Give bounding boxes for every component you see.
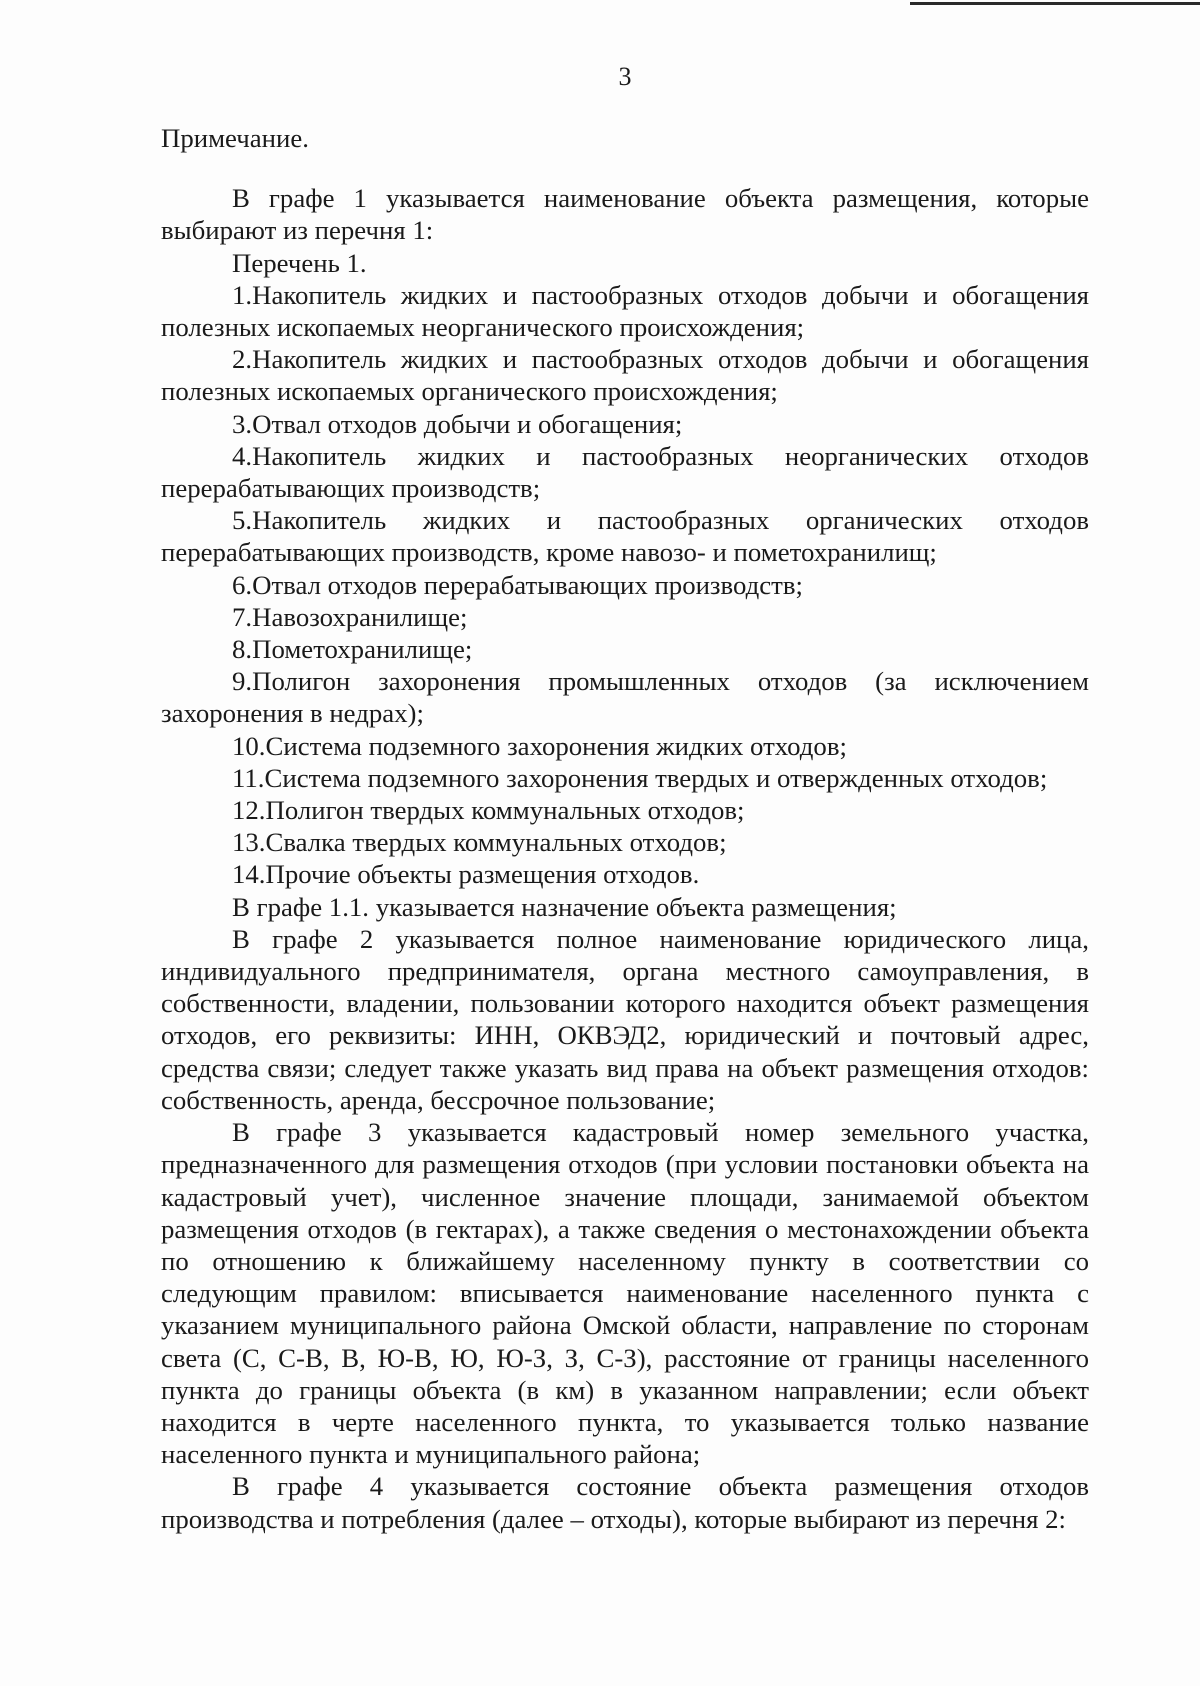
list-item-5: 5.Накопитель жидких и пастообразных органических отходов перерабатывающих производств, кроме навозо- и пометохранилищ; bbox=[161, 505, 1089, 568]
list-item-14: 14.Прочие объекты размещения отходов. bbox=[232, 859, 700, 890]
list-item-11: 11.Система подземного захоронения твердых и отвержденных отходов; bbox=[232, 762, 1048, 793]
list-item-10: 10.Система подземного захоронения жидких отходов; bbox=[232, 730, 847, 761]
list-item-13: 13.Свалка твердых коммунальных отходов; bbox=[232, 827, 727, 858]
document-body bbox=[161, 122, 1089, 1535]
list-item-6: 6.Отвал отходов перерабатывающих производств; bbox=[232, 569, 803, 600]
page-number: 3 bbox=[618, 62, 632, 91]
list-item-4: 4.Накопитель жидких и пастообразных неорганических отходов перерабатывающих производств; bbox=[161, 440, 1089, 504]
graph-3-paragraph: В графе 3 указывается кадастровый номер земельного участка, предназначенного для размещения отходов (при условии постановки объекта на кадастровый учет), численное значение площади, занимаемой объектом размещения отходов (в гектарах), а также сведения о местонахождении объекта по отношению к ближайшему населенному пункту в соответствии со следующим правилом: вписывается наименование населенного пункта с указанием муниципального района Омской области, направление по сторонам света (С, С-В, В, Ю-В, Ю, Ю-З, З, С-З), расстояние от границы населенного пункта до границы объекта (в км) в указанном направлении; если объект находится в черте населенного пункта, то указывается только название населенного пункта и муниципального района; bbox=[161, 1117, 1089, 1470]
list-item-8: 8.Пометохранилище; bbox=[232, 634, 473, 665]
note-title: Примечание. bbox=[161, 123, 309, 153]
intro-paragraph: В графе 1 указывается наименование объекта размещения, которые выбирают из перечня 1: bbox=[161, 183, 1089, 246]
list-item-9: 9.Полигон захоронения промышленных отходов (за исключением захоронения в недрах); bbox=[161, 666, 1089, 729]
list-item-12: 12.Полигон твердых коммунальных отходов; bbox=[232, 795, 745, 826]
scan-edge-line bbox=[910, 2, 1200, 5]
graph-2-paragraph: В графе 2 указывается полное наименование юридического лица, индивидуального предпринимателя, органа местного самоуправления, в собственности, владении, пользовании которого находится объект размещения отходов, его реквизиты: ИНН, ОКВЭД2, юридический и почтовый адрес, средства связи; следует также указать вид права на объект размещения отходов: собственность, аренда, бессрочное пользование; bbox=[161, 923, 1089, 1115]
list-item-2: 2.Накопитель жидких и пастообразных отходов добычи и обогащения полезных ископаемых органического происхождения; bbox=[161, 344, 1089, 407]
list-item-1: 1.Накопитель жидких и пастообразных отходов добычи и обогащения полезных ископаемых неорганического происхождения; bbox=[161, 279, 1089, 343]
list-item-7: 7.Навозохранилище; bbox=[232, 601, 468, 632]
graph-1-1-paragraph: В графе 1.1. указывается назначение объекта размещения; bbox=[232, 891, 897, 922]
graph-4-paragraph: В графе 4 указывается состояние объекта размещения отходов производства и потребления (далее – отходы), которые выбирают из перечня 2: bbox=[161, 1471, 1089, 1534]
list-title: Перечень 1. bbox=[232, 247, 367, 278]
list-item-3: 3.Отвал отходов добычи и обогащения; bbox=[232, 408, 683, 439]
